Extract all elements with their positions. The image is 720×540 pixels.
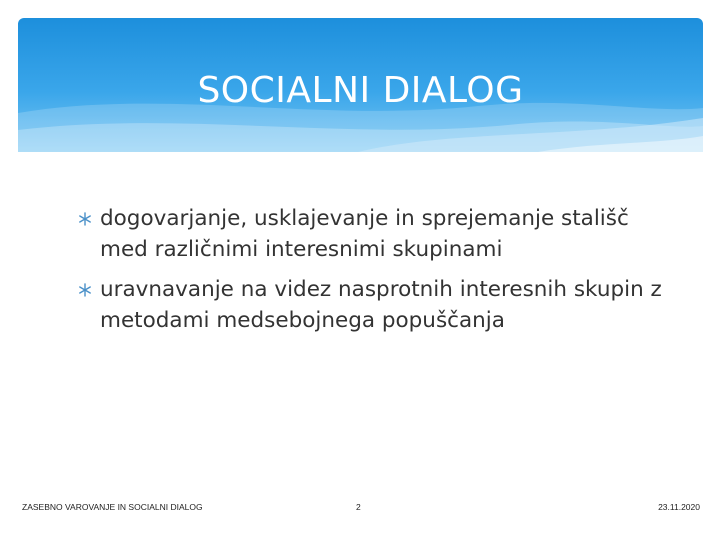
bullet-list: [78, 203, 678, 345]
bullet-item: [78, 203, 678, 265]
bullet-item: [78, 274, 678, 336]
footer-date: 23.11.2020: [658, 502, 700, 512]
asterisk-icon: [78, 212, 92, 226]
page-number: 2: [356, 502, 361, 512]
bullet-text: dogovarjanje, usklajevanje in sprejemanje stališč med različnimi interesnimi skupinami: [100, 206, 629, 262]
title-banner: [18, 18, 703, 152]
footer-title: ZASEBNO VAROVANJE IN SOCIALNI DIALOG: [22, 502, 203, 512]
asterisk-icon: [78, 283, 92, 297]
slide-title: SOCIALNI DIALOG: [197, 70, 524, 111]
bullet-text: uravnavanje na videz nasprotnih interesnih skupin z metodami medsebojnega popuščanja: [100, 277, 662, 333]
